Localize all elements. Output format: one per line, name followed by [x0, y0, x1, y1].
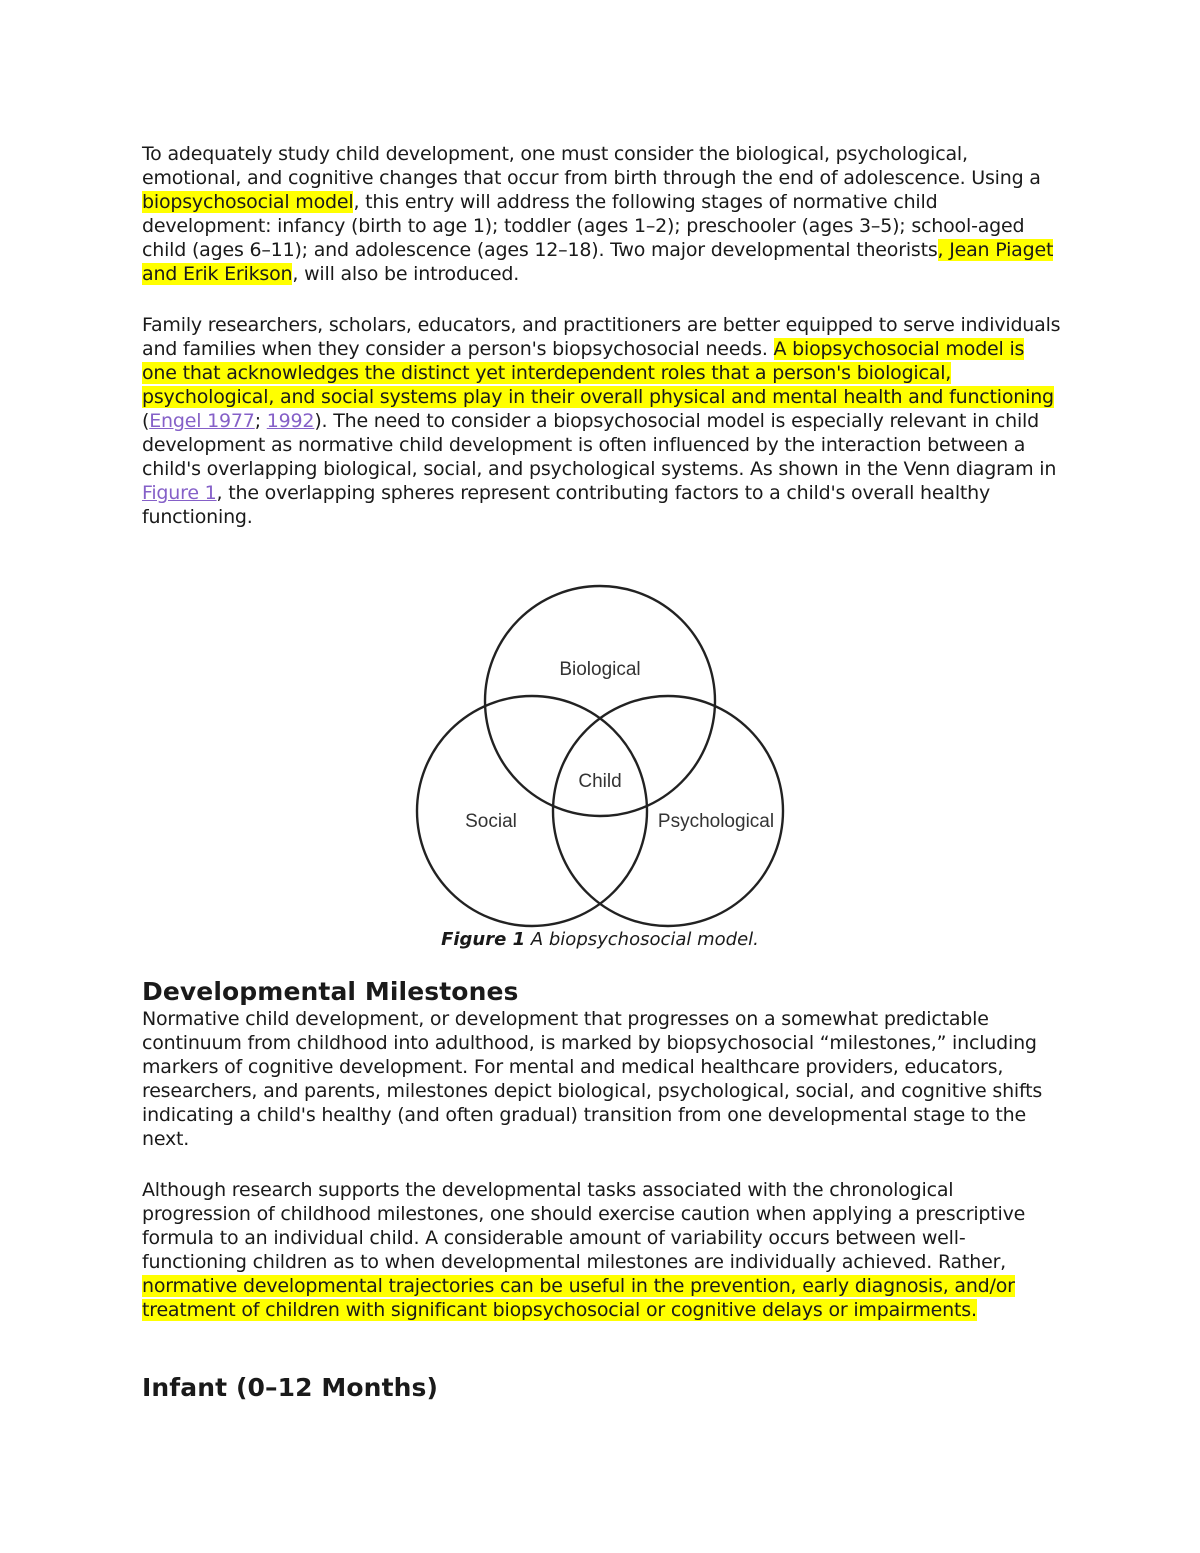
caption-text: A biopsychosocial model. — [525, 929, 759, 950]
citation-link-1992[interactable]: 1992 — [266, 410, 315, 432]
social-circle — [417, 696, 647, 926]
milestones-section — [142, 977, 1062, 1151]
figure-1-link[interactable]: Figure 1 — [142, 482, 217, 504]
label-child: Child — [578, 771, 622, 792]
citation-link-engel-1977[interactable]: Engel 1977 — [149, 410, 255, 432]
venn-diagram — [400, 584, 800, 932]
heading-infant: Infant (0–12 Months) — [142, 1373, 439, 1402]
family-paragraph: Family researchers, scholars, educators, and practitioners are better equipped to serve individuals and families when they consider a person's biopsychosocial needs. A biopsychosocial model is one that acknowledges the distinct yet interdependent roles that a person's biological, psychological, and social systems play in their overall physical and mental health and functioning (Engel 1977; 1992). The need to consider a biopsychosocial model is especially relevant in child development as normative child development is often influenced by the interaction between a child's overlapping biological, social, and psychological systems. As shown in the Venn diagram in Figure 1, the overlapping spheres represent contributing factors to a child's overall healthy functioning. — [142, 314, 1061, 528]
venn-diagram-svg — [400, 584, 800, 932]
highlight: biopsychosocial model — [142, 191, 354, 213]
label-biological: Biological — [559, 659, 641, 680]
heading-developmental-milestones: Developmental Milestones — [142, 977, 519, 1006]
intro-paragraph: To adequately study child development, one must consider the biological, psychological, emotional, and cognitive changes that occur from birth through the end of adolescence. Using a biopsychosocial model, this entry will address the following stages of normative child development: infancy (birth to age 1); toddler (ages 1–2); preschooler (ages 3–5); school-aged child (ages 6–11); and adolescence (ages 12–18). Two major developmental theorists, Jean Piaget and Erik Erikson, will also be introduced. — [142, 143, 1054, 285]
family-section — [142, 313, 1062, 529]
highlight: normative developmental trajectories can be useful in the prevention, early diagnosis, and/or treatment of children with significant biopsychosocial or cognitive delays or impairments. — [142, 1275, 1015, 1321]
highlight: , Jean Piaget and Erik Erikson — [142, 239, 1054, 285]
intro-section — [142, 142, 1062, 286]
label-psychological: Psychological — [657, 811, 775, 832]
caption-label: Figure 1 — [441, 929, 526, 950]
milestones-paragraph: Normative child development, or development that progresses on a somewhat predictable continuum from childhood into adulthood, is marked by biopsychosocial “milestones,” including markers of cognitive development. For mental and medical healthcare providers, educators, researchers, and parents, milestones depict biological, psychological, social, and cognitive shifts indicating a child's healthy (and often gradual) transition from one developmental stage to the next. — [142, 1008, 1043, 1150]
label-social: Social — [465, 811, 517, 832]
research-section — [142, 1178, 1062, 1322]
infant-section — [142, 1373, 1062, 1403]
highlight: A biopsychosocial model is one that acknowledges the distinct yet interdependent roles that a person's biological, psychological, and social systems play in their overall physical and mental health and functioning — [142, 338, 1054, 408]
research-paragraph: Although research supports the developmental tasks associated with the chronological progression of childhood milestones, one should exercise caution when applying a prescriptive formula to an individual child. A considerable amount of variability occurs between well-functioning children as to when developmental milestones are individually achieved. Rather, normative developmental trajectories can be useful in the prevention, early diagnosis, and/or treatment of children with significant biopsychosocial or cognitive delays or impairments. — [142, 1179, 1026, 1321]
figure-caption — [0, 928, 1200, 952]
